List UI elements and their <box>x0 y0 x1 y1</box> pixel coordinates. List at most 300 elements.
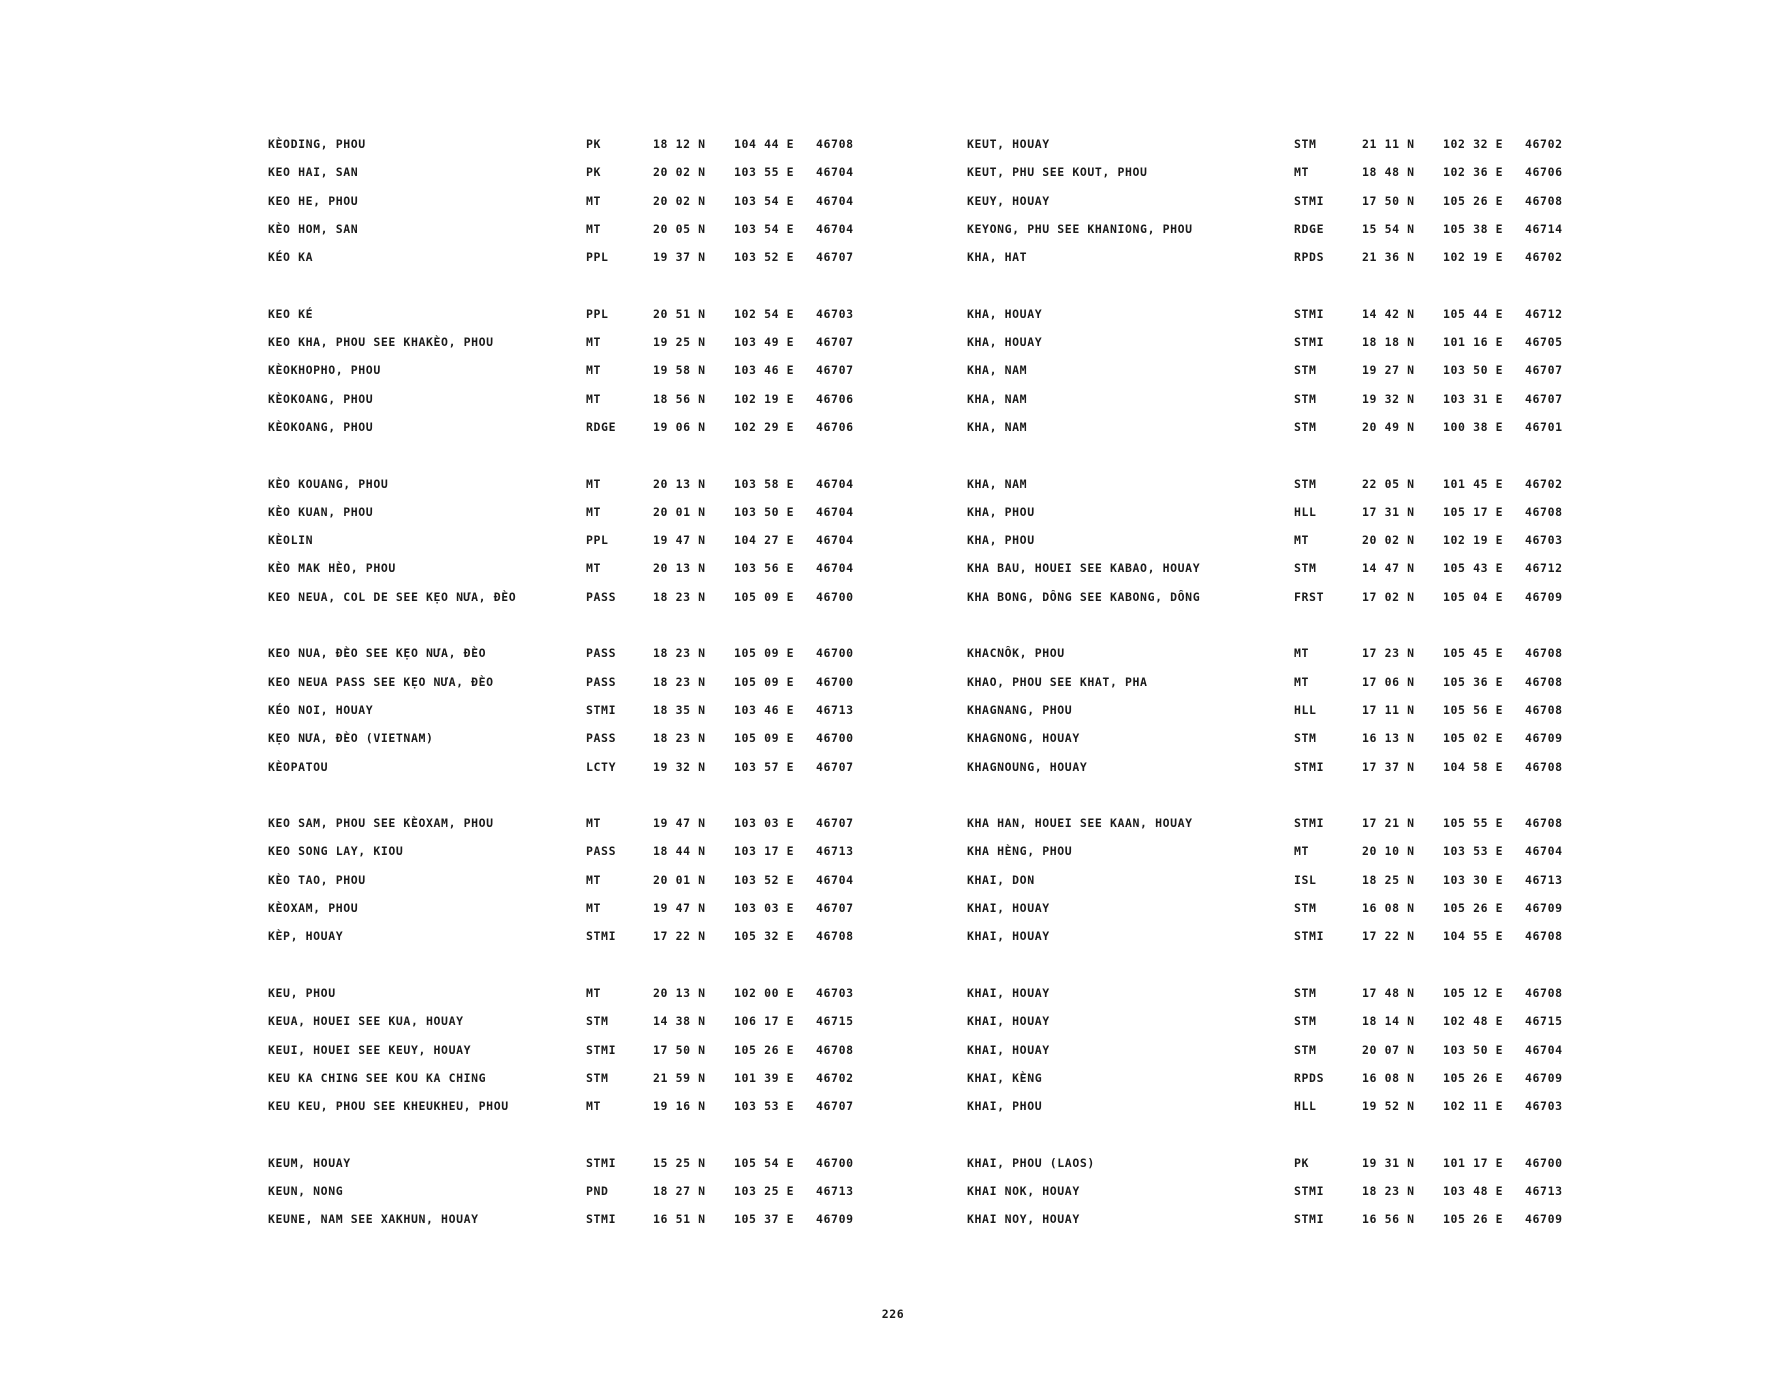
entry-code: STMI <box>1294 929 1325 944</box>
entry-name: KEO SONG LAY, KIOU <box>268 844 404 859</box>
entry-code: STM <box>1294 1042 1317 1057</box>
entry-lon: 104 58 E <box>1443 759 1504 774</box>
entry-name: KEUI, HOUEI SEE KEUY, HOUAY <box>268 1042 472 1057</box>
entry-ref: 46708 <box>1525 193 1563 208</box>
entry-lat: 16 51 N <box>653 1212 706 1227</box>
entry-lat: 20 10 N <box>1362 844 1415 859</box>
entry-lon: 105 26 E <box>1443 901 1504 916</box>
entry-lon: 106 17 E <box>734 1014 795 1029</box>
entry-lat: 20 01 N <box>653 504 706 519</box>
entry-lat: 18 23 N <box>653 731 706 746</box>
entry-name: KÈODING, PHOU <box>268 137 366 151</box>
entry-lat: 18 35 N <box>653 702 706 717</box>
entry-lat: 15 54 N <box>1362 221 1415 236</box>
entry-name: KEUM, HOUAY <box>268 1155 351 1170</box>
entry-lon: 103 50 E <box>734 504 795 519</box>
entry-lon: 105 36 E <box>1443 674 1504 689</box>
entry-code: MT <box>586 504 602 519</box>
entry-lon: 103 52 E <box>734 872 795 887</box>
entry-lon: 102 54 E <box>734 306 795 321</box>
entry-code: STMI <box>586 1042 617 1057</box>
entry-lon: 105 32 E <box>734 929 795 944</box>
entry-ref: 46707 <box>816 759 854 774</box>
entry-lat: 19 32 N <box>1362 391 1415 406</box>
entry-name: KEU, PHOU <box>268 985 336 1000</box>
entry-ref: 46713 <box>1525 872 1563 887</box>
entry-lat: 14 42 N <box>1362 306 1415 321</box>
entry-ref: 46702 <box>1525 476 1563 491</box>
entry-lat: 22 05 N <box>1362 476 1415 491</box>
entry-ref: 46709 <box>1525 1070 1563 1085</box>
entry-ref: 46706 <box>1525 165 1563 180</box>
entry-name: KHAI NOK, HOUAY <box>967 1183 1080 1198</box>
entry-lon: 105 09 E <box>734 674 795 689</box>
entry-lat: 18 27 N <box>653 1183 706 1198</box>
entry-lat: 18 23 N <box>653 589 706 604</box>
entry-code: STMI <box>1294 335 1325 350</box>
entry-lat: 21 36 N <box>1362 250 1415 265</box>
entry-ref: 46708 <box>1525 985 1563 1000</box>
entry-lon: 103 17 E <box>734 844 795 859</box>
entry-lon: 102 32 E <box>1443 137 1504 151</box>
entry-ref: 46708 <box>816 1042 854 1057</box>
entry-ref: 46702 <box>1525 137 1563 151</box>
page-number: 226 <box>881 1307 905 1321</box>
entry-lat: 17 50 N <box>653 1042 706 1057</box>
entry-code: PK <box>1294 1155 1310 1170</box>
entry-code: STMI <box>1294 193 1325 208</box>
entry-ref: 46705 <box>1525 335 1563 350</box>
entry-code: HLL <box>1294 504 1317 519</box>
entry-ref: 46704 <box>816 221 854 236</box>
entry-lat: 18 12 N <box>653 137 706 151</box>
entry-code: PPL <box>586 250 609 265</box>
entry-ref: 46707 <box>816 250 854 265</box>
entry-name: KHAI NOY, HOUAY <box>967 1212 1080 1227</box>
entry-lon: 105 26 E <box>1443 1212 1504 1227</box>
entry-lon: 105 43 E <box>1443 561 1504 576</box>
entry-name: KHAI, KÈNG <box>967 1070 1043 1085</box>
entry-name: KÉO KA <box>268 250 314 265</box>
entry-name: KHACNÔK, PHOU <box>967 646 1065 661</box>
entry-ref: 46708 <box>816 137 854 151</box>
entry-lat: 18 48 N <box>1362 165 1415 180</box>
entry-name: KEU KEU, PHOU SEE KHEUKHEU, PHOU <box>268 1099 509 1114</box>
entry-name: KHAI, PHOU <box>967 1099 1043 1114</box>
entry-lat: 19 25 N <box>653 335 706 350</box>
entry-code: STMI <box>586 1212 617 1227</box>
entry-name: KÈOKOANG, PHOU <box>268 391 374 406</box>
entry-ref: 46704 <box>816 872 854 887</box>
entry-code: STMI <box>586 1155 617 1170</box>
entry-code: RDGE <box>1294 221 1325 236</box>
entry-ref: 46704 <box>816 504 854 519</box>
entry-lon: 103 52 E <box>734 250 795 265</box>
entry-name: KEO NEUA PASS SEE KẸO NƯA, ĐÈO <box>268 674 494 689</box>
entry-ref: 46708 <box>1525 929 1563 944</box>
entry-lon: 103 54 E <box>734 193 795 208</box>
entry-lat: 18 14 N <box>1362 1014 1415 1029</box>
entry-lat: 20 51 N <box>653 306 706 321</box>
entry-lat: 20 07 N <box>1362 1042 1415 1057</box>
entry-name: KÈO MAK HÈO, PHOU <box>268 561 396 576</box>
entry-lon: 105 12 E <box>1443 985 1504 1000</box>
entry-lat: 19 58 N <box>653 363 706 378</box>
entry-lon: 101 45 E <box>1443 476 1504 491</box>
entry-lat: 20 13 N <box>653 985 706 1000</box>
entry-lon: 105 54 E <box>734 1155 795 1170</box>
entry-lat: 19 47 N <box>653 533 706 548</box>
entry-name: KEUY, HOUAY <box>967 193 1050 208</box>
entry-lat: 20 02 N <box>653 165 706 180</box>
entry-name: KHAI, HOUAY <box>967 985 1050 1000</box>
entry-lat: 20 49 N <box>1362 419 1415 434</box>
entry-name: KÉO NOI, HOUAY <box>268 702 374 717</box>
entry-ref: 46703 <box>816 306 854 321</box>
entry-lon: 103 55 E <box>734 165 795 180</box>
entry-name: KEUN, NONG <box>268 1183 344 1198</box>
entry-lon: 102 19 E <box>1443 533 1504 548</box>
entry-lon: 103 03 E <box>734 816 795 831</box>
entry-code: MT <box>1294 533 1310 548</box>
entry-code: MT <box>586 476 602 491</box>
entry-ref: 46704 <box>816 533 854 548</box>
entry-code: FRST <box>1294 589 1325 604</box>
entry-lat: 16 08 N <box>1362 901 1415 916</box>
entry-name: KÈOLIN <box>268 533 314 548</box>
entry-lon: 103 56 E <box>734 561 795 576</box>
entry-ref: 46704 <box>816 165 854 180</box>
entry-lat: 17 11 N <box>1362 702 1415 717</box>
entry-lat: 18 23 N <box>1362 1183 1415 1198</box>
entry-lon: 105 26 E <box>734 1042 795 1057</box>
entry-ref: 46704 <box>1525 844 1563 859</box>
entry-code: MT <box>586 985 602 1000</box>
entry-code: PK <box>586 165 602 180</box>
entry-code: RPDS <box>1294 250 1325 265</box>
entry-code: PASS <box>586 646 617 661</box>
entry-code: STM <box>1294 561 1317 576</box>
entry-code: LCTY <box>586 759 617 774</box>
entry-lon: 102 00 E <box>734 985 795 1000</box>
entry-lat: 20 05 N <box>653 221 706 236</box>
entry-name: KHA, PHOU <box>967 533 1035 548</box>
entry-ref: 46713 <box>816 702 854 717</box>
entry-lat: 20 02 N <box>1362 533 1415 548</box>
entry-name: KÈO KOUANG, PHOU <box>268 476 389 491</box>
entry-ref: 46709 <box>1525 731 1563 746</box>
entry-lat: 18 56 N <box>653 391 706 406</box>
entry-name: KEUT, HOUAY <box>967 137 1050 151</box>
entry-lon: 105 38 E <box>1443 221 1504 236</box>
entry-name: KEO KHA, PHOU SEE KHAKÈO, PHOU <box>268 335 494 350</box>
entry-code: PPL <box>586 533 609 548</box>
entry-code: MT <box>586 561 602 576</box>
entry-name: KẸO NƯA, ĐÈO (VIETNAM) <box>268 731 434 746</box>
entry-code: MT <box>1294 674 1310 689</box>
entry-lat: 19 31 N <box>1362 1155 1415 1170</box>
entry-name: KHAO, PHOU SEE KHAT, PHA <box>967 674 1148 689</box>
entry-lat: 17 48 N <box>1362 985 1415 1000</box>
entry-name: KEUNE, NAM SEE XAKHUN, HOUAY <box>268 1212 479 1227</box>
entry-ref: 46700 <box>816 674 854 689</box>
entry-lat: 19 16 N <box>653 1099 706 1114</box>
entry-name: KEUA, HOUEI SEE KUA, HOUAY <box>268 1014 464 1029</box>
entry-ref: 46713 <box>1525 1183 1563 1198</box>
entry-lon: 100 38 E <box>1443 419 1504 434</box>
entry-ref: 46708 <box>1525 816 1563 831</box>
entry-lon: 101 16 E <box>1443 335 1504 350</box>
entry-code: PPL <box>586 306 609 321</box>
entry-code: STMI <box>586 929 617 944</box>
entry-lat: 18 23 N <box>653 674 706 689</box>
entry-lat: 17 02 N <box>1362 589 1415 604</box>
entry-lon: 105 26 E <box>1443 193 1504 208</box>
entry-ref: 46709 <box>816 1212 854 1227</box>
entry-code: PASS <box>586 731 617 746</box>
entry-code: STM <box>1294 476 1317 491</box>
entry-lon: 105 17 E <box>1443 504 1504 519</box>
entry-lat: 19 37 N <box>653 250 706 265</box>
entry-code: STMI <box>1294 1212 1325 1227</box>
entry-name: KEU KA CHING SEE KOU KA CHING <box>268 1070 487 1085</box>
entry-ref: 46708 <box>1525 759 1563 774</box>
entry-code: MT <box>586 221 602 236</box>
entry-ref: 46708 <box>1525 702 1563 717</box>
entry-code: MT <box>586 816 602 831</box>
entry-name: KHAI, HOUAY <box>967 1042 1050 1057</box>
entry-name: KHA, NAM <box>967 419 1028 434</box>
entry-ref: 46708 <box>816 929 854 944</box>
entry-name: KÈOXAM, PHOU <box>268 901 359 916</box>
entry-ref: 46707 <box>816 363 854 378</box>
entry-name: KÈO HOM, SAN <box>268 221 359 236</box>
entry-name: KEO KÉ <box>268 306 314 321</box>
entry-lon: 105 09 E <box>734 731 795 746</box>
entry-lon: 103 53 E <box>1443 844 1504 859</box>
entry-lat: 16 56 N <box>1362 1212 1415 1227</box>
entry-code: STM <box>1294 731 1317 746</box>
entry-code: STMI <box>586 702 617 717</box>
entry-name: KÈO TAO, PHOU <box>268 872 366 887</box>
entry-name: KÈOPATOU <box>268 759 329 774</box>
entry-ref: 46709 <box>1525 589 1563 604</box>
entry-ref: 46714 <box>1525 221 1563 236</box>
entry-code: STM <box>586 1070 609 1085</box>
entry-ref: 46704 <box>816 561 854 576</box>
entry-lat: 18 23 N <box>653 646 706 661</box>
entry-lat: 17 22 N <box>653 929 706 944</box>
entry-lon: 102 36 E <box>1443 165 1504 180</box>
entry-lon: 103 58 E <box>734 476 795 491</box>
entry-lon: 102 29 E <box>734 419 795 434</box>
entry-ref: 46707 <box>1525 391 1563 406</box>
entry-lon: 103 46 E <box>734 702 795 717</box>
entry-lat: 20 01 N <box>653 872 706 887</box>
entry-lon: 105 09 E <box>734 589 795 604</box>
entry-ref: 46707 <box>816 816 854 831</box>
entry-name: KHA BONG, DÔNG SEE KABONG, DÔNG <box>967 589 1201 604</box>
entry-code: MT <box>1294 844 1310 859</box>
entry-name: KHA HAN, HOUEI SEE KAAN, HOUAY <box>967 816 1193 831</box>
entry-ref: 46707 <box>1525 363 1563 378</box>
entry-ref: 46706 <box>816 391 854 406</box>
entry-lat: 19 27 N <box>1362 363 1415 378</box>
entry-lat: 20 13 N <box>653 476 706 491</box>
entry-ref: 46701 <box>1525 419 1563 434</box>
entry-lon: 103 54 E <box>734 221 795 236</box>
entry-name: KHA, NAM <box>967 476 1028 491</box>
entry-lat: 17 37 N <box>1362 759 1415 774</box>
entry-ref: 46702 <box>1525 250 1563 265</box>
entry-lon: 104 44 E <box>734 137 795 151</box>
entry-ref: 46700 <box>816 589 854 604</box>
entry-lon: 103 50 E <box>1443 1042 1504 1057</box>
entry-ref: 46700 <box>816 1155 854 1170</box>
entry-code: PASS <box>586 589 617 604</box>
entry-ref: 46707 <box>816 335 854 350</box>
entry-name: KEYONG, PHU SEE KHANIONG, PHOU <box>967 221 1193 236</box>
entry-code: ISL <box>1294 872 1317 887</box>
entry-ref: 46709 <box>1525 1212 1563 1227</box>
entry-lat: 19 06 N <box>653 419 706 434</box>
entry-ref: 46715 <box>816 1014 854 1029</box>
entry-ref: 46703 <box>1525 533 1563 548</box>
entry-code: STM <box>1294 985 1317 1000</box>
entry-ref: 46700 <box>1525 1155 1563 1170</box>
entry-ref: 46706 <box>816 419 854 434</box>
entry-code: STM <box>586 1014 609 1029</box>
entry-code: MT <box>586 1099 602 1114</box>
entry-lon: 102 48 E <box>1443 1014 1504 1029</box>
entry-code: STMI <box>1294 816 1325 831</box>
entry-name: KEO HAI, SAN <box>268 165 359 180</box>
entry-lon: 103 57 E <box>734 759 795 774</box>
entry-lon: 105 45 E <box>1443 646 1504 661</box>
entry-ref: 46713 <box>816 844 854 859</box>
entry-code: STM <box>1294 901 1317 916</box>
entry-lon: 102 19 E <box>1443 250 1504 265</box>
entry-ref: 46700 <box>816 731 854 746</box>
entry-name: KÈO KUAN, PHOU <box>268 504 374 519</box>
entry-lon: 103 48 E <box>1443 1183 1504 1198</box>
entry-name: KHA HÈNG, PHOU <box>967 844 1073 859</box>
entry-code: STM <box>1294 1014 1317 1029</box>
entry-ref: 46707 <box>816 1099 854 1114</box>
entry-ref: 46708 <box>1525 504 1563 519</box>
entry-lon: 103 30 E <box>1443 872 1504 887</box>
entry-lon: 101 17 E <box>1443 1155 1504 1170</box>
entry-code: RDGE <box>586 419 617 434</box>
entry-lat: 17 31 N <box>1362 504 1415 519</box>
entry-lon: 104 55 E <box>1443 929 1504 944</box>
entry-name: KHAI, HOUAY <box>967 929 1050 944</box>
entry-name: KHA, PHOU <box>967 504 1035 519</box>
entry-code: PK <box>586 137 602 151</box>
entry-lon: 103 50 E <box>1443 363 1504 378</box>
entry-lon: 101 39 E <box>734 1070 795 1085</box>
entry-lon: 103 53 E <box>734 1099 795 1114</box>
entry-name: KHA, NAM <box>967 363 1028 378</box>
entry-code: STM <box>1294 391 1317 406</box>
entry-lat: 18 25 N <box>1362 872 1415 887</box>
entry-ref: 46708 <box>1525 646 1563 661</box>
entry-name: KEUT, PHU SEE KOUT, PHOU <box>967 165 1148 180</box>
entry-code: MT <box>586 193 602 208</box>
entry-lat: 21 59 N <box>653 1070 706 1085</box>
entry-lat: 17 22 N <box>1362 929 1415 944</box>
entry-code: MT <box>1294 646 1310 661</box>
entry-ref: 46704 <box>816 476 854 491</box>
entry-lat: 19 52 N <box>1362 1099 1415 1114</box>
entry-code: MT <box>1294 165 1310 180</box>
entry-lat: 17 21 N <box>1362 816 1415 831</box>
entry-name: KHAGNOUNG, HOUAY <box>967 759 1088 774</box>
entry-code: STMI <box>1294 1183 1325 1198</box>
entry-lat: 21 11 N <box>1362 137 1415 151</box>
entry-code: STMI <box>1294 759 1325 774</box>
entry-name: KEO HE, PHOU <box>268 193 359 208</box>
entry-name: KHA, HAT <box>967 250 1028 265</box>
entry-code: STM <box>1294 137 1317 151</box>
entry-lon: 105 04 E <box>1443 589 1504 604</box>
entry-lat: 17 50 N <box>1362 193 1415 208</box>
entry-code: HLL <box>1294 1099 1317 1114</box>
entry-lat: 15 25 N <box>653 1155 706 1170</box>
entry-lat: 18 44 N <box>653 844 706 859</box>
entry-lon: 105 55 E <box>1443 816 1504 831</box>
entry-name: KHA BAU, HOUEI SEE KABAO, HOUAY <box>967 561 1201 576</box>
entry-ref: 46700 <box>816 646 854 661</box>
entry-lon: 103 31 E <box>1443 391 1504 406</box>
entry-code: STM <box>1294 363 1317 378</box>
entry-code: RPDS <box>1294 1070 1325 1085</box>
entry-code: MT <box>586 363 602 378</box>
entry-lon: 103 25 E <box>734 1183 795 1198</box>
entry-name: KEO NEUA, COL DE SEE KẸO NƯA, ĐÈO <box>268 589 517 604</box>
entry-lat: 16 13 N <box>1362 731 1415 746</box>
entry-lon: 105 09 E <box>734 646 795 661</box>
entry-lat: 18 18 N <box>1362 335 1415 350</box>
entry-name: KÈP, HOUAY <box>268 929 344 944</box>
entry-lat: 17 06 N <box>1362 674 1415 689</box>
entry-name: KHA, NAM <box>967 391 1028 406</box>
entry-lat: 16 08 N <box>1362 1070 1415 1085</box>
entry-ref: 46712 <box>1525 561 1563 576</box>
entry-ref: 46707 <box>816 901 854 916</box>
entry-ref: 46704 <box>1525 1042 1563 1057</box>
entry-lon: 105 02 E <box>1443 731 1504 746</box>
entry-lon: 105 44 E <box>1443 306 1504 321</box>
entry-name: KEO SAM, PHOU SEE KÈOXAM, PHOU <box>268 816 494 831</box>
entry-name: KHA, HOUAY <box>967 306 1043 321</box>
entry-ref: 46703 <box>816 985 854 1000</box>
entry-name: KHA, HOUAY <box>967 335 1043 350</box>
entry-lat: 14 47 N <box>1362 561 1415 576</box>
entry-lat: 19 32 N <box>653 759 706 774</box>
entry-lat: 20 02 N <box>653 193 706 208</box>
entry-code: MT <box>586 335 602 350</box>
entry-lon: 103 49 E <box>734 335 795 350</box>
entry-lat: 14 38 N <box>653 1014 706 1029</box>
entry-lon: 103 46 E <box>734 363 795 378</box>
entry-name: KHAGNONG, HOUAY <box>967 731 1080 746</box>
entry-ref: 46715 <box>1525 1014 1563 1029</box>
entry-code: PND <box>586 1183 609 1198</box>
entry-name: KHAI, PHOU (LAOS) <box>967 1155 1095 1170</box>
entry-lon: 105 56 E <box>1443 702 1504 717</box>
entry-name: KHAI, DON <box>967 872 1035 887</box>
